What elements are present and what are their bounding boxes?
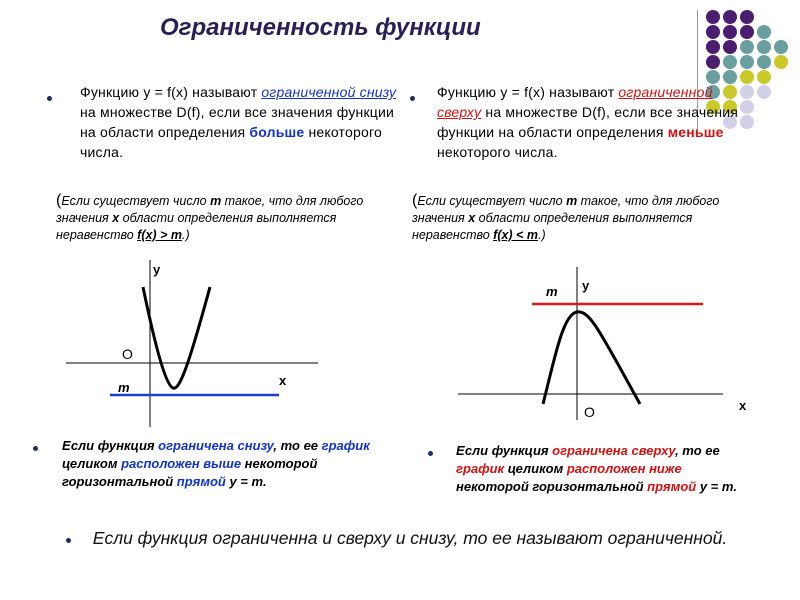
right-definition (437, 82, 752, 162)
note-term: график (321, 438, 370, 453)
note-text: целиком (62, 456, 122, 471)
decorative-dot (757, 85, 771, 99)
bullet-icon (33, 446, 38, 451)
var-m: m (210, 194, 222, 208)
note-term: расположен выше (121, 456, 242, 471)
left-note (62, 437, 382, 491)
def-text: некоторого числа. (437, 144, 558, 160)
note-term: прямой (176, 474, 226, 489)
decorative-dot (740, 40, 754, 54)
paren-text: Если существует число (61, 194, 211, 208)
decorative-dot (740, 10, 754, 24)
y-axis-label: y (153, 262, 161, 277)
origin-label: O (122, 346, 133, 362)
decorative-dot (723, 10, 737, 24)
note-text: Если функция (456, 443, 553, 458)
note-text: y = m. (225, 474, 267, 489)
left-explanation (56, 192, 376, 244)
decorative-dot (774, 55, 788, 69)
decorative-dot (723, 55, 737, 69)
note-term: ограничена снизу (158, 438, 274, 453)
bullet-icon (47, 96, 52, 101)
note-text: , то ее (675, 443, 720, 458)
paren-open: ( (412, 192, 418, 209)
bottom-statement: Если функция ограниченна и сверху и снизу, то ее называют ограниченной. (92, 528, 728, 548)
note-text: целиком (504, 461, 567, 476)
left-graph (60, 255, 320, 430)
var-x: x (468, 211, 476, 225)
note-term: ограничена сверху (552, 443, 676, 458)
bullet-icon (428, 451, 433, 456)
note-term: прямой (647, 479, 697, 494)
paren-text: области определения выполняется неравенство (56, 211, 337, 242)
paren-open: ( (56, 192, 62, 209)
note-term: расположен ниже (566, 461, 682, 476)
origin-label: O (584, 404, 595, 420)
decorative-dot (740, 25, 754, 39)
m-label: m (118, 380, 130, 395)
def-text: Функцию y = f(x) называют (80, 84, 262, 100)
paren-close: .) (537, 228, 546, 242)
decorative-dot (740, 55, 754, 69)
note-text: , то ее (273, 438, 322, 453)
decorative-dot (774, 40, 788, 54)
parabola-up-curve (143, 287, 210, 388)
paren-text: такое, что для любого значения (56, 194, 364, 225)
paren-text: такое, что для любого значения (412, 194, 720, 225)
decorative-dot (757, 40, 771, 54)
term-greater: больше (249, 124, 305, 140)
def-text: некоторого числа. (80, 124, 382, 160)
x-axis-label: x (279, 373, 287, 388)
bullet-icon (410, 96, 415, 101)
m-label: m (546, 284, 558, 299)
def-text: Функцию y = f(x) называют (437, 84, 619, 100)
term-bounded-below: ограниченной снизу (261, 84, 397, 100)
y-axis-label: y (582, 278, 590, 293)
note-text: y = m. (696, 479, 738, 494)
decorative-dot (706, 55, 720, 69)
left-definition (80, 82, 400, 162)
decorative-dot (723, 25, 737, 39)
decorative-dot (706, 40, 720, 54)
decorative-dot (757, 25, 771, 39)
var-x: x (112, 211, 120, 225)
right-explanation (412, 192, 747, 244)
right-note (456, 442, 756, 496)
def-text: на множестве D(f), если все значения функции на области определения (437, 104, 739, 140)
paren-close: .) (181, 228, 190, 242)
note-text: некоторой горизонтальной (456, 479, 648, 494)
term-less: меньше (667, 124, 724, 140)
inequality: f(x) > m (137, 228, 182, 242)
decorative-dot (706, 10, 720, 24)
note-text: Если функция (62, 438, 159, 453)
decorative-dot (757, 70, 771, 84)
paren-text: Если существует число (417, 194, 567, 208)
note-text: некоторой горизонтальной (62, 456, 318, 489)
decorative-dot (706, 25, 720, 39)
var-m: m (566, 194, 578, 208)
decorative-dot (757, 55, 771, 69)
note-term: график (456, 461, 505, 476)
def-text: на множестве D(f), если все значения функции на области определения (80, 104, 395, 140)
parabola-down-curve (543, 312, 640, 404)
x-axis-label: x (739, 398, 747, 413)
page-title: Ограниченность функции (160, 14, 481, 41)
decorative-dot (723, 40, 737, 54)
paren-text: области определения выполняется неравенство (412, 211, 693, 242)
inequality: f(x) < m (493, 228, 538, 242)
term-bounded-above: ограниченной сверху (437, 84, 713, 120)
